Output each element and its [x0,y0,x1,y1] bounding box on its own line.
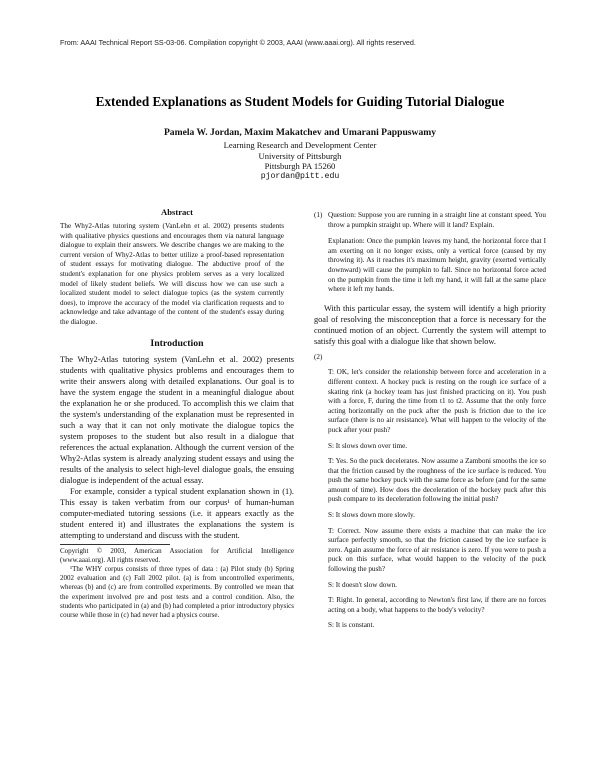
introduction-heading: Introduction [150,337,204,349]
footnote-rule [60,544,170,545]
dialogue-turn: S: It slows down over time. [328,441,408,450]
affiliation [0,140,600,182]
affiliation-line: University of Pittsburgh [258,150,342,161]
abstract-text: The Why2-Atlas tutoring system (VanLehn et al. 2002) presents students with qualitative physics questions and encourages them via natural language dialogue to explain their answers. We describe changes we are making to the current version of Why2-Atlas to better utilize a proof-based representation of student essays for motivating dialogue. The abductive proof of the student's explanation for one physics problem serves as a very localized model of likely student beliefs. We will discuss how we can use such a localized student model to select dialogue topics (as the system currently does), to improve the accuracy of the model via clarification requests and to acknowledge and take advantage of the content of the student's essay during the dialogue. [60,222,284,326]
example-1 [314,211,546,295]
example-2-dialogue [314,368,546,631]
example-2-number: (2) [314,352,323,361]
dialogue-turn: S: It doesn't slow down. [328,580,397,589]
abstract-heading: Abstract [161,207,193,217]
affiliation-line: Pittsburgh PA 15260 [264,161,336,171]
footnote-1: ¹The WHY corpus consists of three types of data : (a) Pilot study (b) Spring 2002 evaluation and (c) Fall 2002 pilot. (a) is from uncontrolled experiments, whereas (b) and (c) are from controlled experiments. By controlled we mean that the experiment involved pre and post tests and a control condition. Also, the students who participated in (a) and (b) had completed a prior introductory physics course while those in (c) had never had a physics course. [60,564,294,619]
copyright-notice: Copyright © 2003, American Association for Artificial Intelligence (www.aaai.org). All rights reserved. [60,546,294,564]
example-1-number: (1) [314,211,323,219]
right-column [314,211,546,637]
authors: Pamela W. Jordan, Maxim Makatchev and Umarani Pappuswamy [163,127,437,138]
paper-title: Extended Explanations as Student Models for Guiding Tutorial Dialogue [95,94,505,109]
introduction-paragraph-2: For example, consider a typical student explanation shown in (1). This essay is taken verbatim from our corpus¹ of human-human computer-mediated tutoring sessions (i.e. it appears exactly as the student entered it) and illustrates the explanations the system is attempting to understand and discuss with the student. [60,486,294,540]
author-email: pjordan@pitt.edu [260,171,340,181]
dialogue-turn: T: Yes. So the puck decelerates. Now assume a Zamboni smooths the ice so that the friction caused by the roughness of the ice surface is reduced. You push the same hockey puck with the same force as before (and for the same amount of time). How does the deceleration of the hockey puck after this push compare to its deceleration following the initial push? [328,457,546,504]
right-paragraph: With this particular essay, the system will identify a high priority goal of resolving the misconception that a force is necessary for the continued motion of an object. Currently the system will attempt to satisfy this goal with a dialogue like that shown below. [314,303,546,346]
dialogue-turn: S: It is constant. [328,621,375,630]
dialogue-turn: T: OK, let's consider the relationship between force and acceleration in a different context. A hockey puck is resting on the rough ice surface of a skating rink (a hockey team has just finished practicing on it). You push with a force, F, during the time from t1 to t2. Assume that the only force acting horizontally on the puck after the push is friction due to the ice surface (there is no air resistance). What will happen to the velocity of the puck after your push? [328,368,546,434]
left-column [60,207,294,620]
introduction-paragraph-1: The Why2-Atlas tutoring system (VanLehn et al. 2002) presents students with qualitative physics problems and encourages them to write their answers along with detailed explanations. Our goal is to have the system engage the student in a meaningful dialogue about the explanation he or she produced. To accomplish this we claim that the system's understanding of the explanation must be represented in such a way that it can not only motivate the dialogue topics the system proposes to the student but also result in a dialogue that references the actual explanation. Although the current version of the Why2-Atlas system is already analyzing student essays and using the results of the analysis to select high-level dialogue goals, the ensuing dialogue is independent of the actual essay. [60,354,294,485]
example-1-explanation: Explanation: Once the pumpkin leaves my hand, the horizontal force that I am exerting on it no longer exists, only a vertical force (caused by my throwing it). As it reaches it's maximum height, gravity (exerted vertically downward) will cause the pumpkin to fall. Since no horizontal force acted on the pumpkin from the time it left my hand, it will fall at the same place where it left my hands. [328,237,546,294]
dialogue-turn: T: Right. In general, according to Newton's first law, if there are no forces acting on a body, what happens to the body's velocity? [328,596,546,614]
header-note: From: AAAI Technical Report SS-03-06. Compilation copyright © 2003, AAAI (www.aaai.org). All rights reserved. [60,38,416,47]
example-1-question: Question: Suppose you are running in a straight line at constant speed. You throw a pumpkin straight up. Where will it land? Explain. [328,211,546,229]
dialogue-turn: T: Correct. Now assume there exists a machine that can make the ice surface perfectly smooth, so that the friction caused by the ice surface is zero. Again assume the force of air resistance is zero. If you were to push a puck on this surface, what would happen to the velocity of the puck following the push? [328,526,546,574]
affiliation-line: Learning Research and Development Center [223,140,377,150]
dialogue-turn: S: It slows down more slowly. [328,511,415,520]
